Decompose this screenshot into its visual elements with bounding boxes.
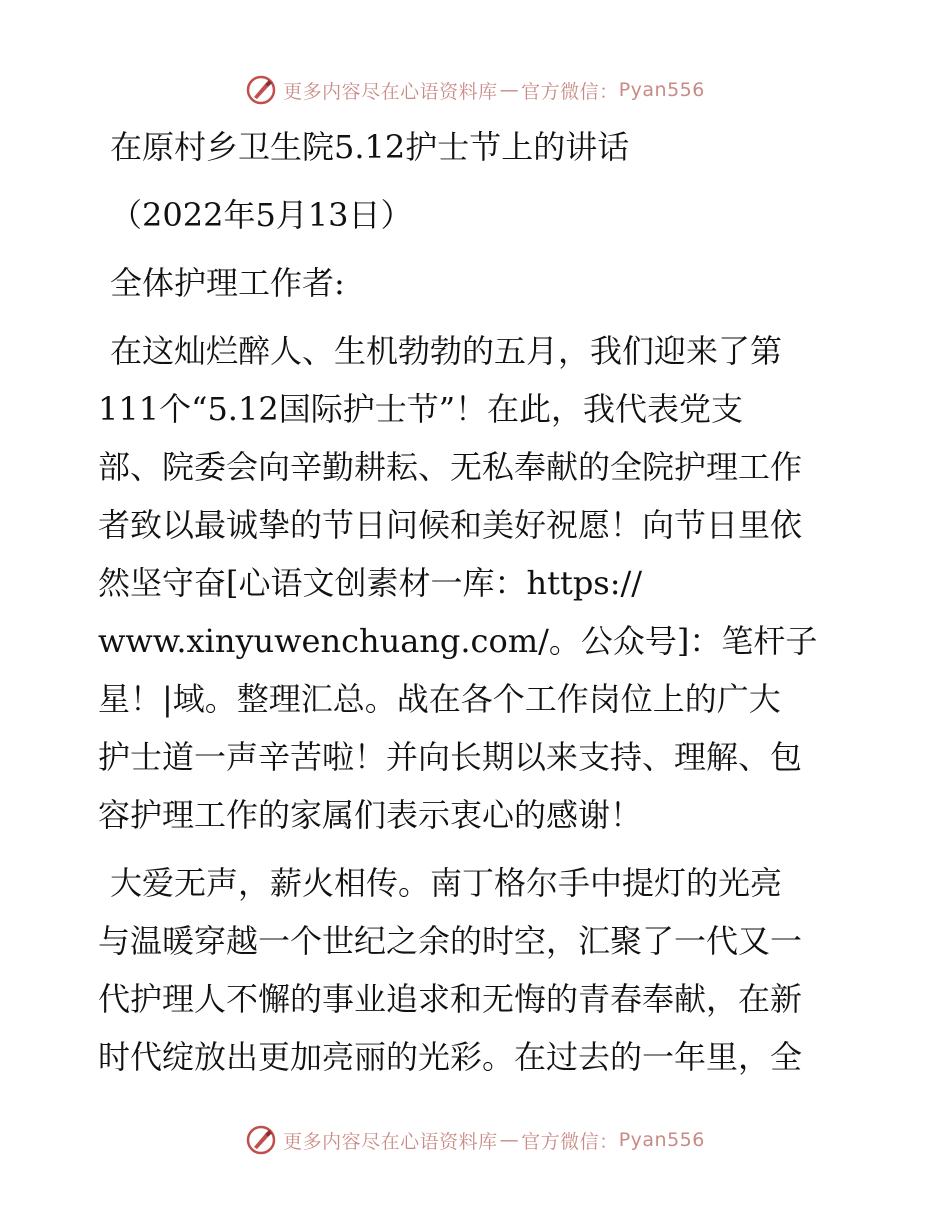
paragraph-2 xyxy=(98,854,850,1086)
paragraph-1 xyxy=(98,322,850,844)
paragraph-line: 者致以最诚挚的节日问候和美好祝愿！向节日里依 xyxy=(98,506,803,544)
paragraph-line: 部、院委会向辛勤耕耘、无私奉献的全院护理工作 xyxy=(98,448,803,486)
paragraph-line: 111个“5.12国际护士节”！在此，我代表党支 xyxy=(98,390,744,428)
header-watermark xyxy=(0,70,950,110)
paragraph-line: 与温暖穿越一个世纪之余的时空，汇聚了一代又一 xyxy=(98,922,803,960)
paragraph-line: 容护理工作的家属们表示衷心的感谢！ xyxy=(98,796,643,834)
watermark-account: Pyan556 xyxy=(618,79,705,101)
watermark-separator: — xyxy=(499,79,520,101)
salutation: 全体护理工作者: xyxy=(110,264,345,302)
document-title: 在原村乡卫生院5.12护士节上的讲话 xyxy=(110,128,630,166)
paragraph-line: 然坚守奋[心语文创素材一库：https:// xyxy=(98,564,643,602)
watermark-official: 官方微信： xyxy=(521,1130,619,1153)
document-body xyxy=(98,118,850,1086)
watermark-account: Pyan556 xyxy=(618,1129,705,1151)
paragraph-line: 护士道一声辛苦啦！并向长期以来支持、理解、包 xyxy=(98,738,803,776)
paragraph-line: 星！|域。整理汇总。战在各个工作岗位上的广大 xyxy=(98,680,781,718)
pen-nib-logo-icon xyxy=(245,1124,277,1156)
paragraph-line: www.xinyuwenchuang.com/。公众号]：笔杆子 xyxy=(98,622,818,660)
footer-watermark xyxy=(0,1120,950,1160)
document-date: （2022年5月13日） xyxy=(110,196,413,234)
watermark-brand: 更多内容尽在心语资料库 xyxy=(283,80,498,103)
watermark-separator: — xyxy=(499,1129,520,1151)
watermark-official: 官方微信： xyxy=(521,80,619,103)
paragraph-line: 大爱无声，薪火相传。南丁格尔手中提灯的光亮 xyxy=(110,864,783,902)
watermark-brand: 更多内容尽在心语资料库 xyxy=(283,1130,498,1153)
paragraph-line: 时代绽放出更加亮丽的光彩。在过去的一年里，全 xyxy=(98,1038,803,1076)
paragraph-line: 在这灿烂醉人、生机勃勃的五月，我们迎来了第 xyxy=(110,332,783,370)
paragraph-line: 代护理人不懈的事业追求和无悔的青春奉献，在新 xyxy=(98,980,803,1018)
pen-nib-logo-icon xyxy=(245,74,277,106)
